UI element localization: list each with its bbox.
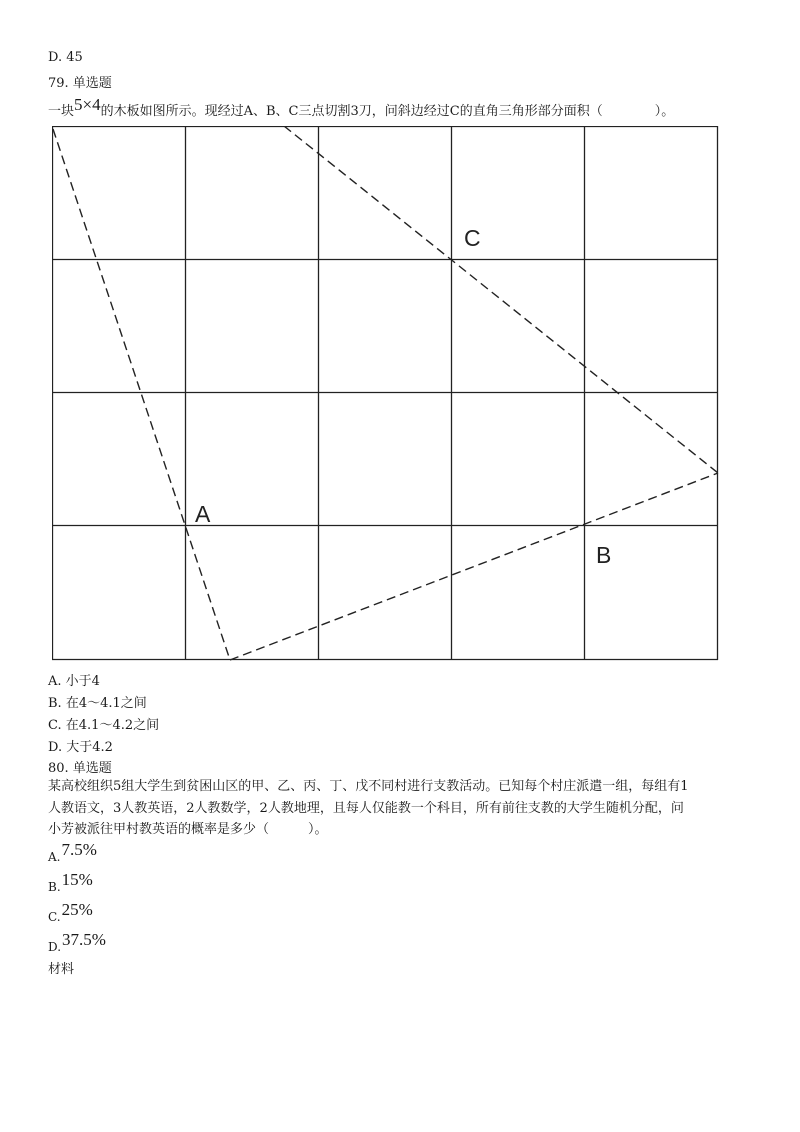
q80-option-a-value: 7.5% [61, 840, 97, 859]
q80-stem-line: 人教语文，3人教英语，2人教数学，2人教地理，且每人仅能教一个科目，所有前往支教的大学生随机分配，问 [48, 800, 684, 816]
q80-option-c-letter: C. [48, 910, 61, 924]
point-label-c: C [464, 225, 481, 251]
q80-option-c-value: 25% [61, 900, 93, 919]
q79-option-b-text: 在4～4.1之间 [65, 696, 147, 711]
q79-option-d-text: 大于4.2 [66, 740, 113, 755]
cut-line-through-b [230, 473, 718, 660]
q80-option-d-value: 37.5% [62, 930, 106, 949]
q80-option-b[interactable] [48, 870, 93, 896]
q79-option-a-letter: A. [48, 674, 62, 689]
q80-option-b-value: 15% [61, 870, 93, 889]
q80-stem [48, 776, 758, 841]
q79-option-a[interactable] [48, 670, 100, 689]
material-heading: 材料 [48, 962, 75, 977]
q80-option-d-letter: D. [48, 940, 62, 954]
q79-option-b-letter: B. [48, 696, 62, 711]
q80-option-d[interactable] [48, 930, 106, 956]
q79-option-c[interactable] [48, 714, 159, 733]
q79-option-d[interactable] [48, 736, 113, 755]
q80-option-a[interactable] [48, 840, 97, 866]
q80-header: 80. 单选题 [48, 761, 112, 776]
q79-option-a-text: 小于4 [65, 674, 100, 689]
q79-stem-suffix: 的木板如图所示。现经过A、B、C三点切割3刀，问斜边经过C的直角三角形部分面积（ ）。 [100, 104, 675, 119]
q80-option-a-letter: A. [48, 850, 61, 864]
point-label-b: B [596, 542, 612, 568]
point-label-a: A [195, 501, 211, 527]
q79-stem-prefix: 一块 [48, 104, 75, 119]
q79-option-d-letter: D. [48, 740, 63, 755]
q79-stem-math: 5×4 [74, 95, 101, 114]
cut-line-through-c [284, 126, 718, 473]
q79-option-b[interactable] [48, 692, 147, 711]
q80-option-c[interactable] [48, 900, 93, 926]
prev-option-d: D. 45 [48, 50, 83, 65]
q80-stem-line: 小芳被派往甲村教英语的概率是多少（ ）。 [48, 822, 328, 837]
q79-option-c-letter: C. [48, 718, 62, 733]
q79-header: 79. 单选题 [48, 76, 112, 91]
q79-option-c-text: 在4.1～4.2之间 [65, 718, 160, 733]
q79-stem [48, 95, 675, 120]
board-figure [52, 126, 720, 662]
q80-stem-line: 某高校组织5组大学生到贫困山区的甲、乙、丙、丁、戊不同村进行支教活动。已知每个村庄派遣一组，每组有1 [48, 779, 689, 794]
cut-line-through-a [53, 129, 230, 660]
q80-option-b-letter: B. [48, 880, 61, 894]
